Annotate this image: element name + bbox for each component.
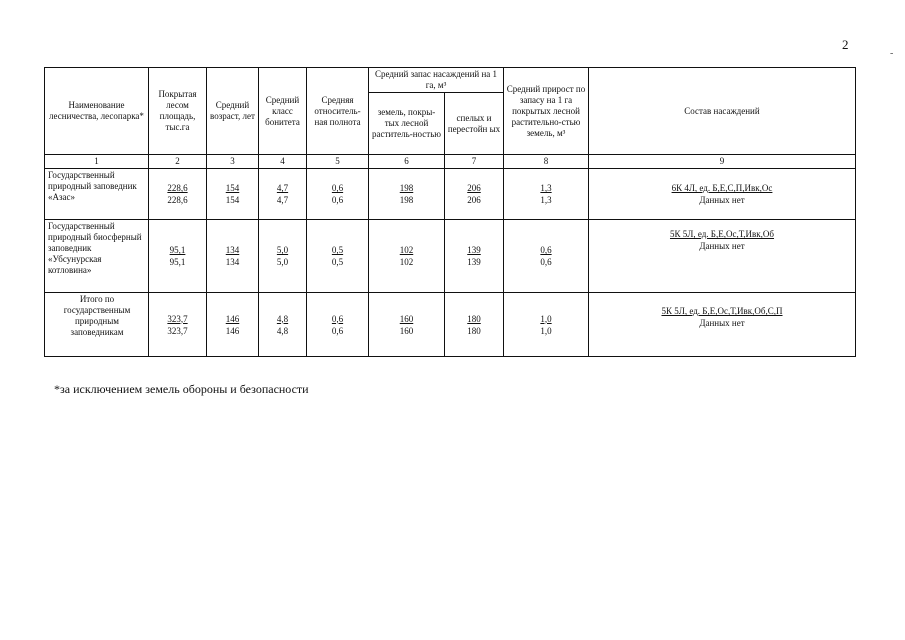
- column-number: 5: [307, 155, 369, 169]
- stock-mature-cell: 139 139: [445, 220, 504, 293]
- row-name: Государственный природный заповедник «Азас»: [45, 169, 149, 220]
- column-number: 9: [589, 155, 856, 169]
- header-stock-mature: спелых и перестойн ых: [445, 93, 504, 155]
- bonitet-cell: 4,7 4,7: [259, 169, 307, 220]
- stock-mature-cell: 180 180: [445, 293, 504, 357]
- column-number: 1: [45, 155, 149, 169]
- header-stock-group: Средний запас насаждений на 1 га, м³: [369, 68, 504, 93]
- area-cell: 228,6 228,6: [149, 169, 207, 220]
- row-name: Итого по государственным природным заповедникам: [45, 293, 149, 357]
- density-cell: 0,6 0,6: [307, 293, 369, 357]
- stock-mature-cell: 206 206: [445, 169, 504, 220]
- header-name: Наименование лесничества, лесопарка*: [45, 68, 149, 155]
- increment-cell: 0,6 0,6: [504, 220, 589, 293]
- area-cell: 323,7 323,7: [149, 293, 207, 357]
- bonitet-cell: 4,8 4,8: [259, 293, 307, 357]
- footnote: *за исключением земель обороны и безопасности: [54, 382, 309, 396]
- header-age: Средний возраст, лет: [207, 68, 259, 155]
- composition-cell: 6К 4Л, ед. Б,Е,С,П,Ивк,Ос Данных нет: [589, 169, 856, 220]
- bonitet-cell: 5,0 5,0: [259, 220, 307, 293]
- header-bonitet: Средний класс бонитета: [259, 68, 307, 155]
- stock-cell: 198 198: [369, 169, 445, 220]
- table-row: [45, 220, 856, 293]
- age-cell: 154 154: [207, 169, 259, 220]
- forest-stats-table: [44, 67, 856, 357]
- row-name: Государственный природный биосферный заповедник «Убсунурская котловина»: [45, 220, 149, 293]
- header-composition: Состав насаждений: [589, 68, 856, 155]
- column-number: 6: [369, 155, 445, 169]
- header-increment: Средний прирост по запасу на 1 га покрытых лесной растительно-стью земель, м³: [504, 68, 589, 155]
- density-cell: 0,6 0,6: [307, 169, 369, 220]
- column-number: 3: [207, 155, 259, 169]
- page-number: 2: [842, 37, 849, 52]
- column-number: 2: [149, 155, 207, 169]
- increment-cell: 1,0 1,0: [504, 293, 589, 357]
- composition-cell: 5К 5Л, ед. Б,Е,Ос,Т,Ивк,Об,С,П Данных нет: [589, 293, 856, 357]
- density-cell: 0,5 0,5: [307, 220, 369, 293]
- composition-cell: 5К 5Л, ед. Б,Е,Ос,Т,Ивк,Об Данных нет: [589, 220, 856, 293]
- column-number: 4: [259, 155, 307, 169]
- age-cell: 134 134: [207, 220, 259, 293]
- corner-mark: -: [890, 48, 894, 59]
- table-row: [45, 293, 856, 357]
- header-area: Покрытая лесом площадь, тыс.га: [149, 68, 207, 155]
- column-number: 7: [445, 155, 504, 169]
- area-cell: 95,1 95,1: [149, 220, 207, 293]
- header-stock-covered: земель, покры-тых лесной раститель-ностью: [369, 93, 445, 155]
- stock-cell: 102 102: [369, 220, 445, 293]
- table-row: [45, 169, 856, 220]
- column-number: 8: [504, 155, 589, 169]
- stock-cell: 160 160: [369, 293, 445, 357]
- increment-cell: 1,3 1,3: [504, 169, 589, 220]
- age-cell: 146 146: [207, 293, 259, 357]
- column-number-row: [45, 155, 856, 169]
- header-density: Средняя относитель-ная полнота: [307, 68, 369, 155]
